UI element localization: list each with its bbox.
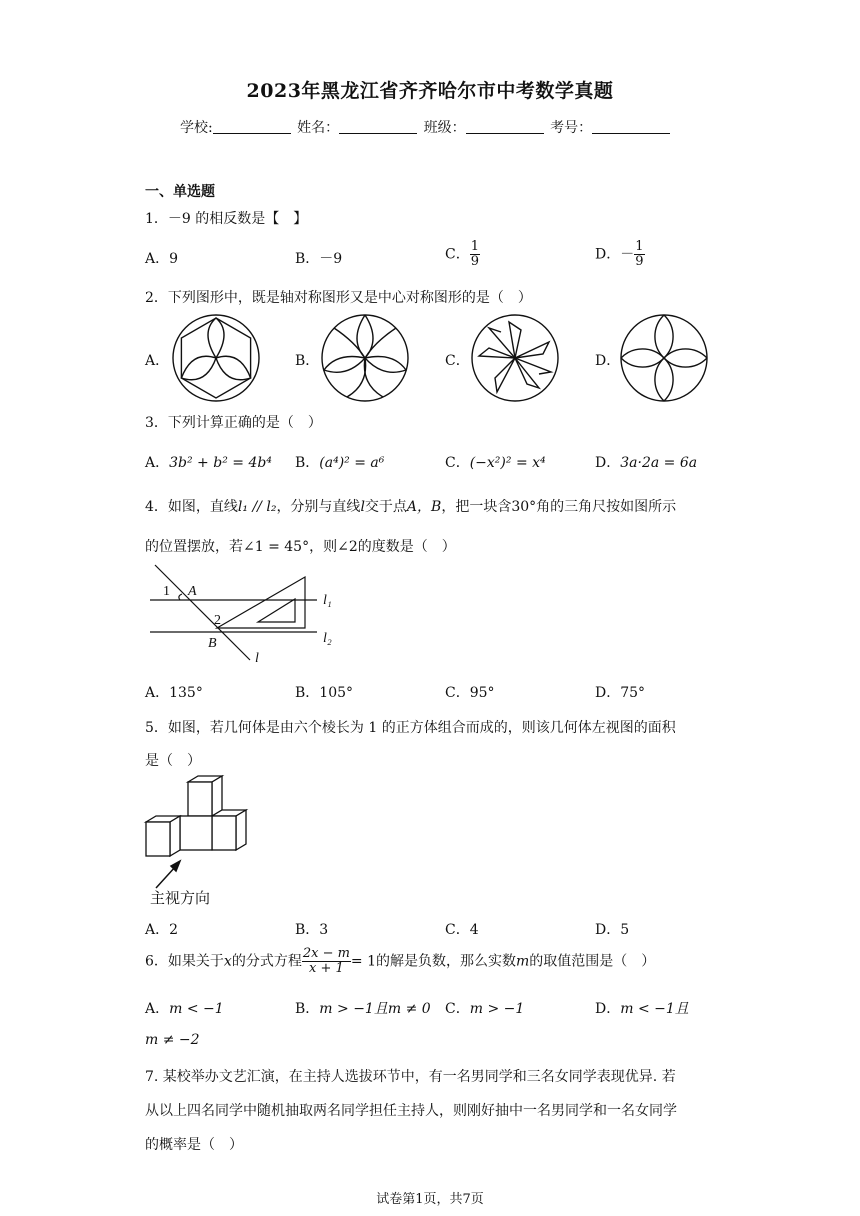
text: ，分别与直线	[276, 499, 361, 515]
q2-figure-d	[618, 312, 710, 404]
q2-figure-b	[319, 312, 411, 404]
q1-option-a: A．9	[145, 251, 179, 267]
q6-option-d	[595, 998, 689, 1018]
q1-option-c-fraction	[470, 240, 480, 269]
math-x: x	[223, 953, 232, 970]
text: 的取值范围是（ ）	[529, 953, 656, 970]
fig-label-B: B	[208, 636, 217, 651]
math-m: m	[516, 953, 530, 970]
q2-stem: 2．下列图形中，既是轴对称图形又是中心对称图形的是（ ）	[145, 290, 532, 306]
exam-no-blank	[592, 119, 670, 134]
fig-label-2: 2	[214, 613, 221, 628]
option-letter: A．	[145, 455, 170, 471]
text: 的解是负数，那么实数	[376, 953, 517, 970]
text: 的分式方程	[231, 953, 302, 970]
q7-stem-line1: 7. 某校举办文艺汇演，在主持人选拔环节中，有一名男同学和三名女同学表现优异. 若	[145, 1069, 676, 1085]
class-label: 班级：	[423, 120, 466, 136]
exam-no-label: 考号：	[550, 120, 593, 136]
fig-label-l2: l₂	[323, 631, 332, 646]
q6-option-b-expr: m > −1且m ≠ 0	[319, 1001, 431, 1017]
q5-stem-line1: 5．如图，若几何体是由六个棱长为 1 的正方体组合而成的，则该几何体左视图的面积	[145, 720, 676, 736]
text: 的度数是（ ）	[357, 539, 456, 555]
text: 的位置摆放，若	[145, 539, 243, 555]
q3-option-b-expr: (a⁴)² = a⁶	[319, 455, 385, 471]
q4-option-a: A．135°	[145, 685, 203, 701]
q6-stem	[145, 947, 655, 976]
option-letter: D．	[595, 455, 621, 471]
q7-stem-line2: 从以上四名同学中随机抽取两名同学担任主持人，则刚好抽中一名男同学和一名女同学	[145, 1103, 677, 1119]
math: l	[360, 499, 365, 515]
q4-option-b: B．105°	[295, 685, 354, 701]
frac-num: 1	[470, 239, 479, 254]
q3-option-c	[445, 452, 546, 472]
option-letter: C．	[445, 455, 470, 471]
frac-den: 9	[635, 254, 644, 269]
frac-den: x + 1	[308, 961, 344, 976]
q2-figure-a	[170, 312, 262, 404]
option-letter: C．	[445, 1001, 470, 1017]
q5-option-d: D．5	[595, 922, 630, 938]
fig-label-A: A	[188, 584, 197, 599]
q6-option-d-expr-cont: m ≠ −2	[145, 1032, 200, 1048]
text: ，把一块含	[441, 499, 512, 515]
option-letter: D．	[595, 1001, 621, 1017]
q3-option-b	[295, 452, 384, 472]
text: 4．如图，直线	[145, 499, 238, 515]
q4-option-c: C．95°	[445, 685, 495, 701]
text: 6．如果关于	[145, 953, 224, 970]
math: A，B	[406, 499, 442, 515]
q2-option-a: A．	[145, 353, 170, 369]
student-info-line	[180, 117, 672, 137]
q3-option-d	[595, 452, 697, 472]
view-arrow	[156, 866, 176, 888]
q6-option-c	[445, 998, 524, 1018]
q2-option-c: C．	[445, 353, 470, 369]
q1-stem: 1．－9 的相反数是【 】	[145, 211, 308, 227]
frac-num: 2x − m	[302, 946, 350, 961]
q5-figure-caption: 主视方向	[150, 889, 211, 907]
text: 交于点	[364, 499, 407, 515]
q4-figure	[145, 562, 375, 672]
q3-stem: 3．下列计算正确的是（ ）	[145, 415, 322, 431]
text: ，则	[309, 539, 338, 555]
q6-option-a-expr: m < −1	[169, 1001, 224, 1017]
option-letter: B．	[295, 1001, 320, 1017]
q2-option-d: D．	[595, 353, 621, 369]
triangle-inner	[258, 599, 295, 622]
q1-option-d-fraction	[634, 240, 644, 269]
math: 30°	[511, 499, 537, 515]
q6-option-b	[295, 998, 431, 1018]
math: ∠2	[337, 539, 358, 555]
q1-option-c-prefix: C．	[445, 246, 470, 263]
q5-option-b: B．3	[295, 922, 329, 938]
text: 角的三角尺按如图所示	[536, 499, 677, 515]
q6-option-a	[145, 998, 224, 1018]
q3-option-a	[145, 452, 272, 472]
q6-option-c-expr: m > −1	[469, 1001, 525, 1017]
math: = 1	[350, 953, 377, 970]
page-footer: 试卷第1页，共7页	[376, 1192, 484, 1207]
q4-option-d: D．75°	[595, 685, 646, 701]
page-title: 2023年黑龙江省齐齐哈尔市中考数学真题	[246, 80, 614, 102]
q1-option-d-prefix: D．－	[595, 246, 635, 263]
frac-den: 9	[470, 254, 479, 269]
q4-stem-line1	[145, 496, 676, 516]
q3-option-d-expr: 3a·2a = 6a	[620, 455, 698, 471]
q6-fraction	[302, 947, 351, 976]
name-blank	[339, 119, 417, 134]
name-label: 姓名：	[297, 120, 340, 136]
fig-label-l: l	[255, 651, 259, 666]
q1-option-d	[595, 240, 645, 269]
class-blank	[466, 119, 544, 134]
q7-stem-line3: 的概率是（ ）	[145, 1137, 243, 1153]
q6-option-d-expr: m < −1且	[620, 1001, 689, 1017]
fig-label-1: 1	[163, 584, 170, 599]
q4-stem-line2	[145, 536, 456, 556]
q6-option-d-continued	[145, 1032, 200, 1048]
q2-figure-c	[469, 312, 561, 404]
q5-stem-line2: 是（ ）	[145, 753, 201, 769]
fig-label-l1: l₁	[323, 593, 332, 608]
q1-option-c	[445, 240, 480, 269]
math: ∠1 = 45°	[243, 539, 310, 555]
frac-num: 1	[635, 239, 644, 254]
q1-option-b: B．－9	[295, 251, 343, 267]
school-blank	[213, 119, 291, 134]
q3-option-a-expr: 3b² + b² = 4b⁴	[169, 455, 272, 471]
option-letter: B．	[295, 455, 320, 471]
option-letter: A．	[145, 1001, 170, 1017]
q2-option-b: B．	[295, 353, 320, 369]
school-label: 学校:	[180, 120, 213, 136]
section-heading: 一、单选题	[145, 184, 215, 200]
math: l₁ // l₂	[237, 499, 277, 515]
q5-option-a: A．2	[145, 922, 179, 938]
q5-option-c: C．4	[445, 922, 479, 938]
line-l	[155, 565, 250, 660]
q3-option-c-expr: (−x²)² = x⁴	[469, 455, 546, 471]
